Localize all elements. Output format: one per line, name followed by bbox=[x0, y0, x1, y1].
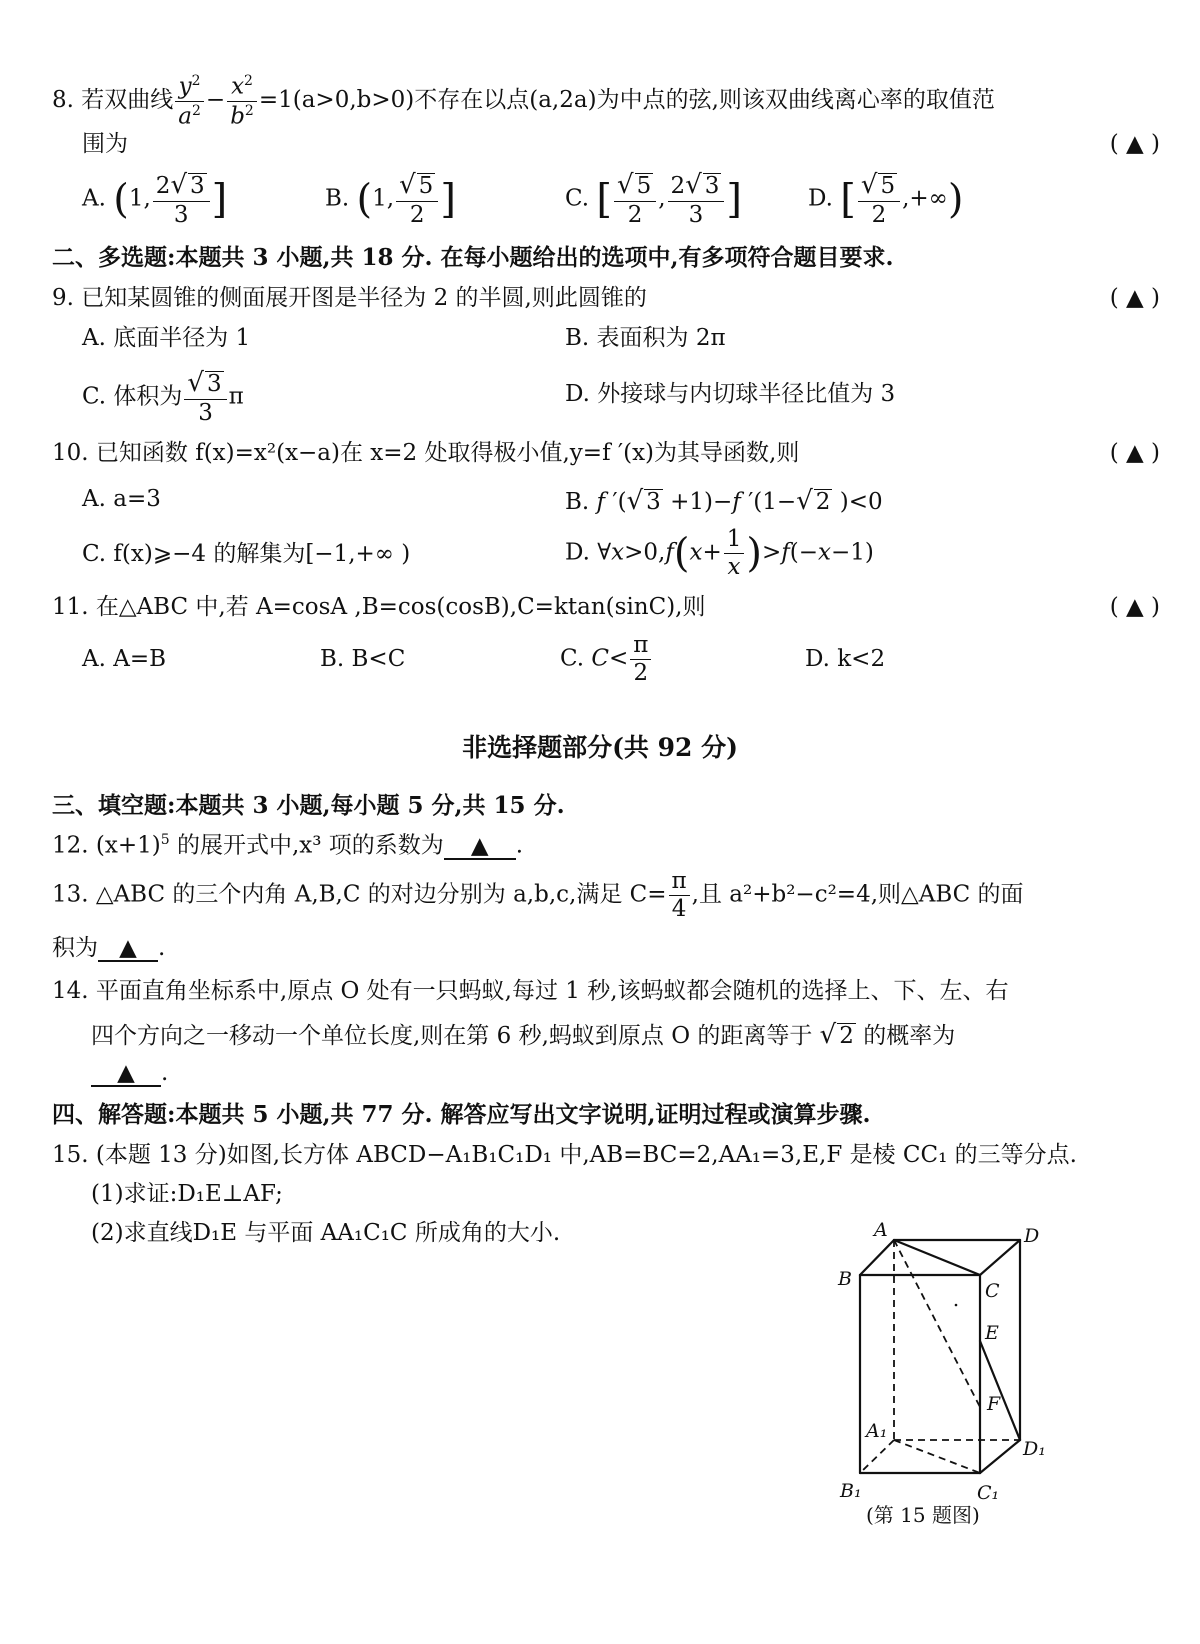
segment-ac bbox=[894, 1240, 980, 1275]
q15-part1: (1)求证:D₁E⊥AF; bbox=[91, 1181, 283, 1207]
q13-line1: 13. △ABC 的三个内角 A,B,C 的对边分别为 a,b,c,满足 C= $\frac{\pi}{4}$ ,且 a²+b²−c²=4,则△ABC 的面 bbox=[52, 868, 1024, 922]
edge-c1d1 bbox=[980, 1440, 1020, 1473]
q8-number: 8. bbox=[52, 87, 74, 114]
q8-option-b: B. (1, $\frac{√ 5}{2}$ ] bbox=[325, 170, 456, 229]
label-d1: D₁ bbox=[1023, 1438, 1046, 1460]
edge-ab bbox=[860, 1240, 894, 1275]
q10-option-b: B. f ′(√ 3 +1)−f ′(1−√ 2 )<0 bbox=[565, 486, 883, 516]
q8-answer-mark: ( ▲ ) bbox=[1109, 131, 1160, 157]
q15-stem: 15. (本题 13 分)如图,长方体 ABCD−A₁B₁C₁D₁ 中,AB=BC=2,AA₁=3,E,F 是棱 CC₁ 的三等分点. bbox=[52, 1142, 1077, 1168]
edge-a1b1-hidden bbox=[860, 1440, 894, 1473]
part-title: 非选择题部分(共 92 分) bbox=[462, 733, 738, 762]
q8-frac-y: $\frac{y^2}{a^2}$ bbox=[175, 74, 204, 128]
label-c: C bbox=[985, 1280, 1000, 1302]
edge-cd bbox=[980, 1240, 1020, 1275]
label-d: D bbox=[1024, 1225, 1040, 1247]
q8-line1: 8. 若双曲线 $\frac{y^2}{a^2}$ − $\frac{x^2}{b^2}$ =1(a>0,b>0)不存在以点(a,2a)为中点的弦,则该双曲线离心率的取值范 bbox=[52, 73, 995, 130]
segment-a1c1-hidden bbox=[894, 1440, 980, 1473]
q10-answer-mark: ( ▲ ) bbox=[1109, 440, 1160, 466]
q11-option-d: D. k<2 bbox=[805, 646, 886, 672]
q9-answer-mark: ( ▲ ) bbox=[1109, 285, 1160, 311]
q10-stem: 10. 已知函数 f(x)=x²(x−a)在 x=2 处取得极小值,y=f ′(x)为其导函数,则 bbox=[52, 440, 800, 466]
q13-answer-blank: ▲ bbox=[98, 937, 158, 962]
cuboid-figure bbox=[830, 1215, 1060, 1525]
q9-option-a: A. 底面半径为 1 bbox=[82, 325, 251, 351]
q12-answer-blank: ▲ bbox=[444, 835, 516, 860]
q11-option-a: A. A=B bbox=[82, 646, 167, 672]
q14-line3: ▲ . bbox=[91, 1062, 168, 1087]
label-f: F bbox=[987, 1393, 1001, 1415]
section2-heading: 二、多选题:本题共 3 小题,共 18 分. 在每小题给出的选项中,有多项符合题目要求. bbox=[52, 244, 894, 271]
q8-option-c: C. [ $\frac{√ 5}{2}$ , $\frac{2√ 3}{3}$ ] bbox=[565, 170, 743, 229]
label-c1: C₁ bbox=[977, 1482, 1000, 1504]
q14-answer-blank: ▲ bbox=[91, 1062, 161, 1087]
q11-option-b: B. B<C bbox=[320, 646, 406, 672]
q8-option-d: D. [ $\frac{√ 5}{2}$ ,+∞) bbox=[808, 170, 964, 229]
q9-option-c: C. 体积为 $\frac{√ 3}{3}$ π bbox=[82, 368, 244, 427]
q11-stem: 11. 在△ABC 中,若 A=cosA ,B=cos(cosB),C=ktan(sinC),则 bbox=[52, 594, 706, 620]
q14-line2: 四个方向之一移动一个单位长度,则在第 6 秒,蚂蚁到原点 O 的距离等于 √ 2 的概率为 bbox=[91, 1020, 956, 1050]
label-b1: B₁ bbox=[840, 1480, 862, 1502]
q10-option-d: D. ∀x>0,f(x+ $\frac{1}{x}$ )>f(−x−1) bbox=[565, 526, 874, 580]
section4-heading: 四、解答题:本题共 5 小题,共 77 分. 解答应写出文字说明,证明过程或演算步骤. bbox=[52, 1101, 871, 1128]
q13-line2: 积为 ▲ . bbox=[52, 935, 166, 961]
q14-line1: 14. 平面直角坐标系中,原点 O 处有一只蚂蚁,每过 1 秒,该蚂蚁都会随机的选择上、下、左、右 bbox=[52, 978, 1009, 1004]
q9-stem: 9. 已知某圆锥的侧面展开图是半径为 2 的半圆,则此圆锥的 bbox=[52, 285, 647, 311]
q9-option-b: B. 表面积为 2π bbox=[565, 325, 726, 351]
label-a: A bbox=[874, 1219, 888, 1241]
segment-ed1 bbox=[980, 1341, 1020, 1440]
segment-af-hidden bbox=[894, 1240, 980, 1407]
label-a1: A₁ bbox=[866, 1420, 888, 1442]
q8-line2: 围为 bbox=[82, 131, 128, 157]
q10-option-a: A. a=3 bbox=[82, 486, 161, 512]
q15-part2: (2)求直线D₁E 与平面 AA₁C₁C 所成角的大小. bbox=[91, 1220, 561, 1246]
figure-caption: (第 15 题图) bbox=[866, 1503, 980, 1527]
q8-prefix: 若双曲线 bbox=[81, 87, 174, 114]
q8-frac-x: $\frac{x^2}{b^2}$ bbox=[227, 74, 257, 128]
q11-option-c: C. C< $\frac{\pi}{2}$ bbox=[560, 634, 653, 685]
q10-option-c: C. f(x)⩾−4 的解集为[−1,+∞ ) bbox=[82, 541, 411, 567]
q8-eq-rest: =1(a>0,b>0)不存在以点(a,2a)为中点的弦,则该双曲线离心率的取值范 bbox=[258, 87, 995, 114]
q12-text: 12. $(x+1)^5$ 的展开式中,x³ 项的系数为 ▲ . bbox=[52, 832, 524, 859]
q9-option-d: D. 外接球与内切球半径比值为 3 bbox=[565, 381, 896, 407]
section3-heading: 三、填空题:本题共 3 小题,每小题 5 分,共 15 分. bbox=[52, 792, 565, 819]
q11-answer-mark: ( ▲ ) bbox=[1109, 594, 1160, 620]
label-b: B bbox=[838, 1268, 852, 1290]
q8-option-a: A. (1, $\frac{2√ 3}{3}$ ] bbox=[82, 170, 228, 229]
label-e: E bbox=[985, 1322, 999, 1344]
